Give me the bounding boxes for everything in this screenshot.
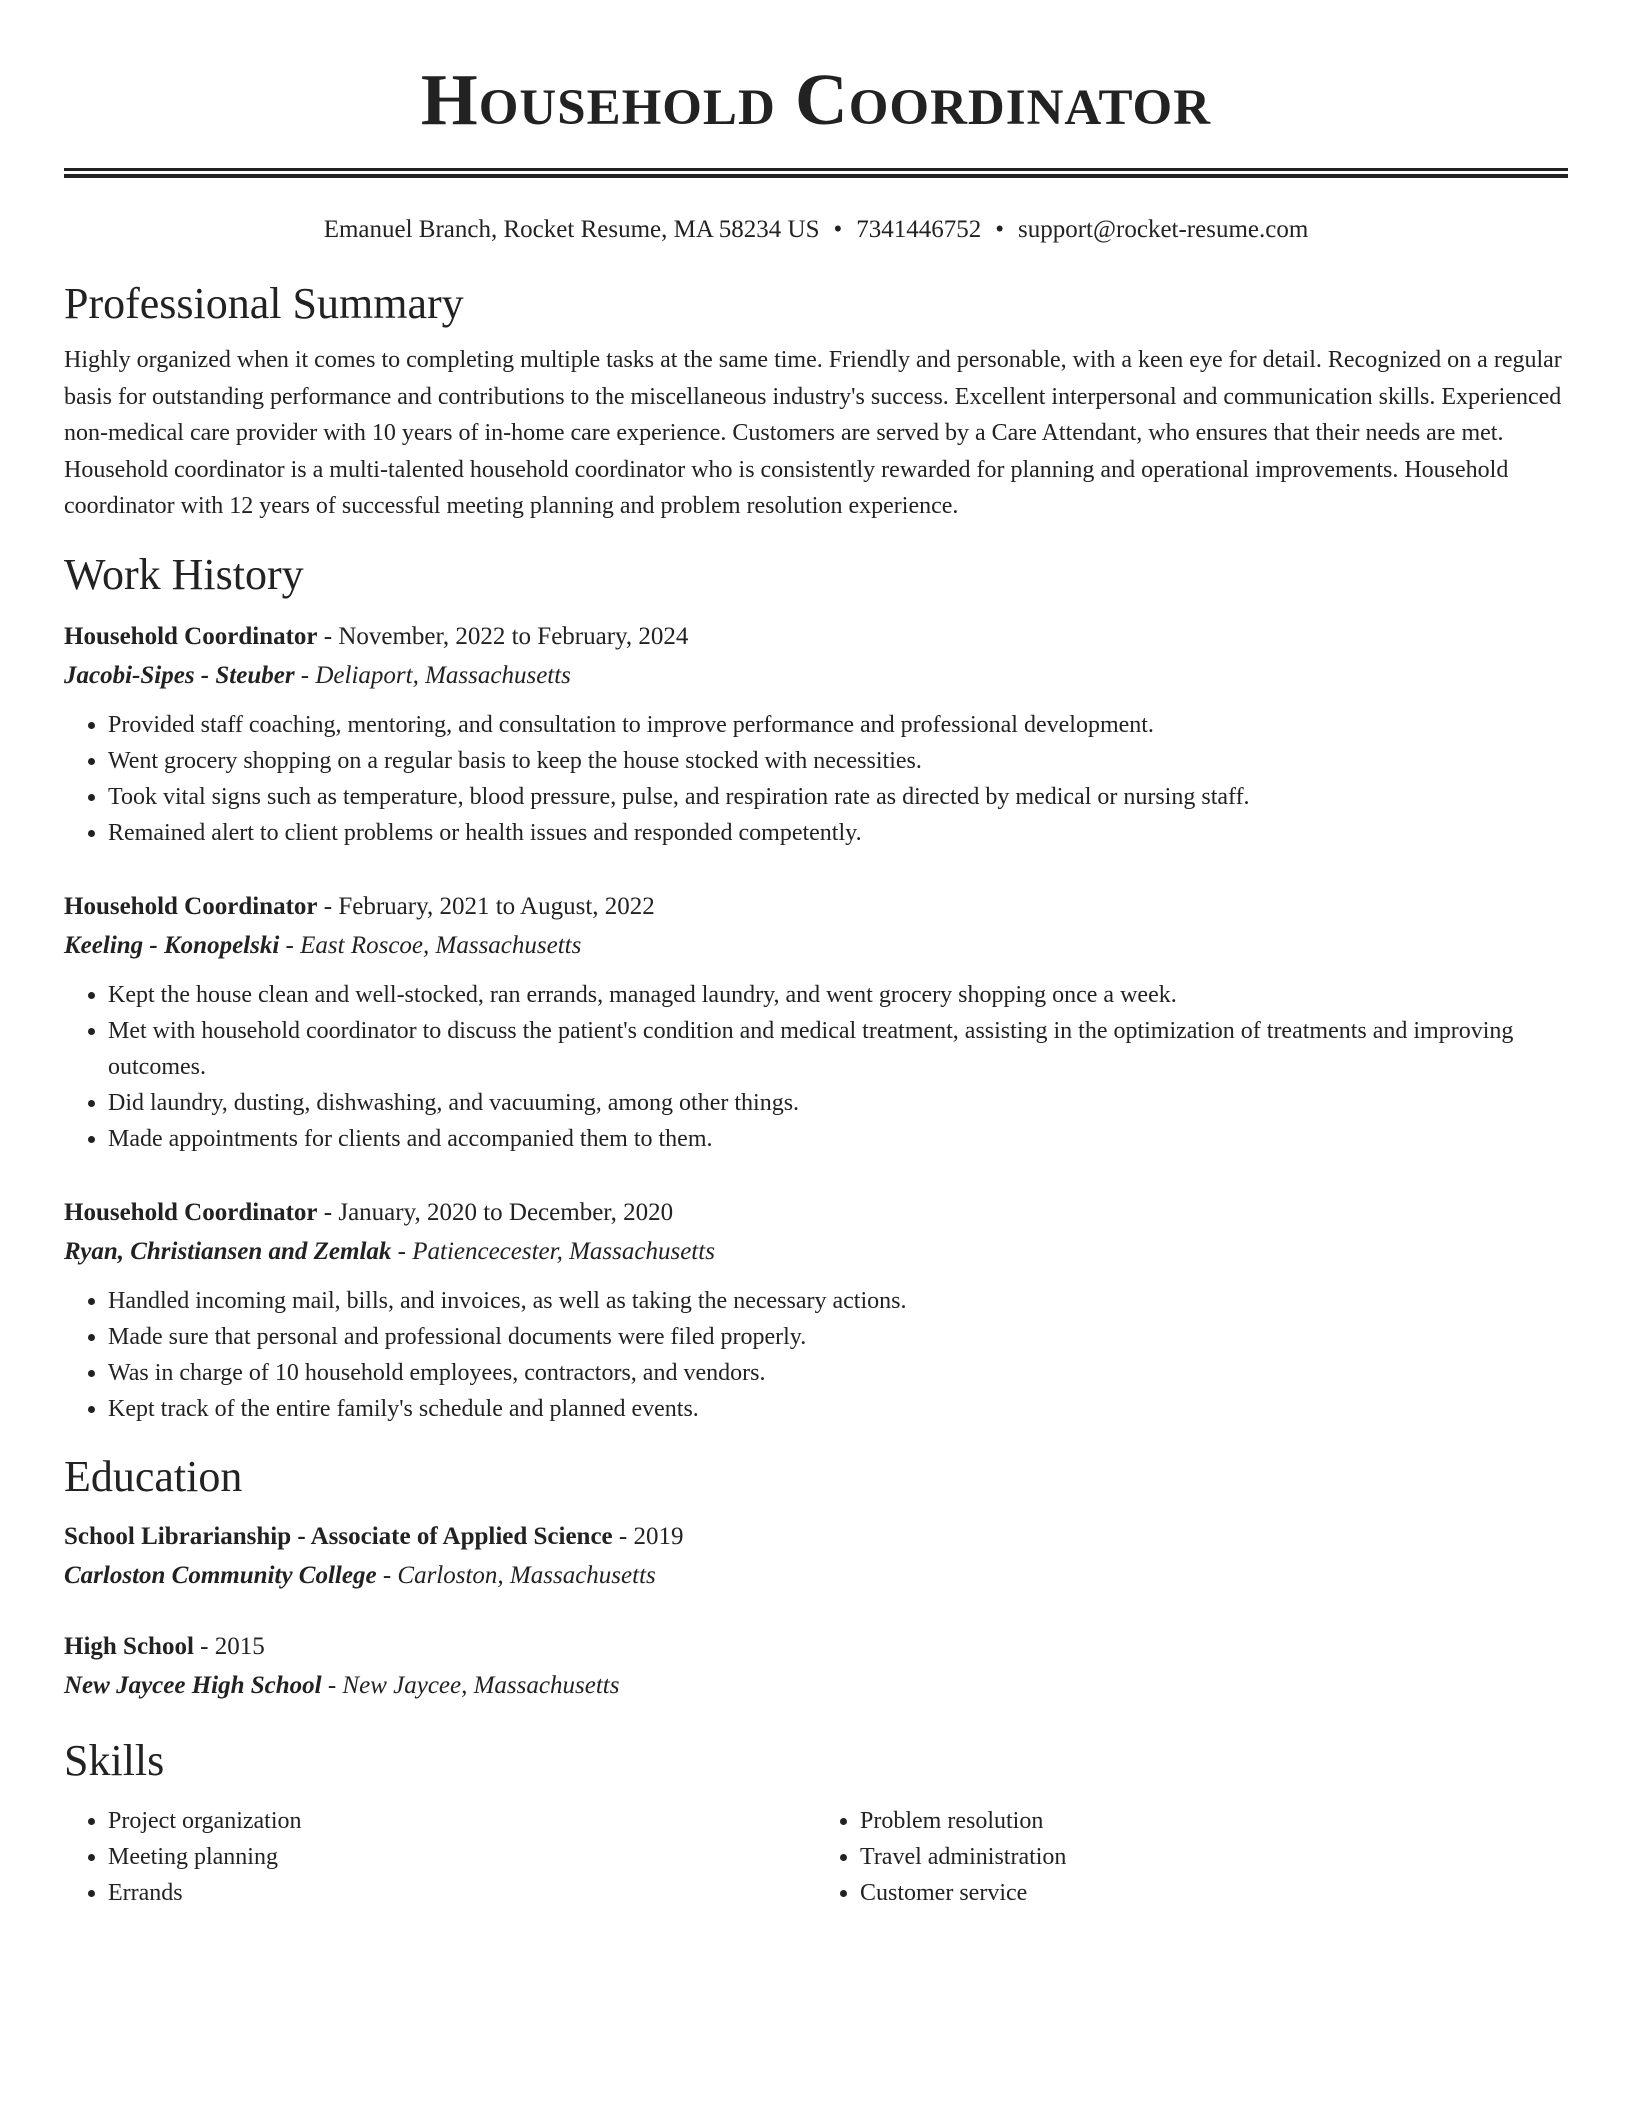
job-entry xyxy=(64,617,1568,851)
list-item: • Did laundry, dusting, dishwashing, and vacuuming, among other things. xyxy=(108,1085,1568,1121)
job-dates: - February, 2021 to August, 2022 xyxy=(317,892,655,920)
skill-item: • Travel administration xyxy=(860,1839,1568,1875)
job-location: - Deliaport, Massachusetts xyxy=(294,661,571,689)
section-title-skills: Skills xyxy=(64,1735,165,1785)
list-item: • Remained alert to client problems or health issues and responded competently. xyxy=(108,815,1568,851)
job-role: Household Coordinator xyxy=(64,622,318,650)
contact-separator: • xyxy=(995,216,1004,243)
job-bullets xyxy=(64,1283,1568,1427)
job-company: Keeling - Konopelski xyxy=(64,931,280,959)
job-location: - Patiencecester, Massachusetts xyxy=(391,1237,715,1265)
job-company: Jacobi-Sipes - Steuber xyxy=(64,661,295,689)
skills-list-right xyxy=(816,1803,1568,1911)
section-title-education: Education xyxy=(64,1451,243,1501)
job-org xyxy=(64,656,1568,695)
list-item: • Handled incoming mail, bills, and invoices, as well as taking the necessary actions. xyxy=(108,1283,1568,1319)
list-item: • Provided staff coaching, mentoring, and consultation to improve performance and professional development. xyxy=(108,707,1568,743)
education-year: - 2015 xyxy=(193,1632,265,1660)
job-dates: - November, 2022 to February, 2024 xyxy=(317,622,689,650)
list-item: • Kept the house clean and well-stocked, ran errands, managed laundry, and went grocery shopping once a week. xyxy=(108,977,1568,1013)
education-header xyxy=(64,1517,1568,1556)
job-header xyxy=(64,1193,1568,1232)
education-header xyxy=(64,1627,1568,1666)
section-title-work-history: Work History xyxy=(64,549,304,599)
resume-title: Household Coordinator xyxy=(420,59,1212,140)
list-item: • Took vital signs such as temperature, blood pressure, pulse, and respiration rate as directed by medical or nursing staff. xyxy=(108,779,1568,815)
skill-item: • Meeting planning xyxy=(108,1839,816,1875)
education-degree: School Librarianship - Associate of Applied Science xyxy=(64,1522,613,1550)
skills-list-left xyxy=(64,1803,816,1911)
job-header xyxy=(64,617,1568,656)
job-role: Household Coordinator xyxy=(64,1198,318,1226)
skill-item: • Errands xyxy=(108,1875,816,1911)
list-item: • Made sure that personal and professional documents were filed properly. xyxy=(108,1319,1568,1355)
job-company: Ryan, Christiansen and Zemlak xyxy=(64,1237,392,1265)
summary-text: Highly organized when it comes to completing multiple tasks at the same time. Friendly and personable, with a keen eye for detail. Recognized on a regular basis for outstanding performance and contributions to the miscellaneous industry's success. Excellent interpersonal and communication skills. Experienced non-medical care provider with 10 years of in-home care experience. Customers are served by a Care Attendant, who ensures that their needs are met. Household coordinator is a multi-talented household coordinator who is consistently rewarded for planning and operational improvements. Household coordinator with 12 years of successful meeting planning and problem resolution experience. xyxy=(64,347,1562,519)
contact-address: Emanuel Branch, Rocket Resume, MA 58234 US xyxy=(323,216,820,243)
skill-item: • Project organization xyxy=(108,1803,816,1839)
list-item: • Kept track of the entire family's schedule and planned events. xyxy=(108,1391,1568,1427)
list-item: • Went grocery shopping on a regular basis to keep the house stocked with necessities. xyxy=(108,743,1568,779)
job-bullets xyxy=(64,707,1568,851)
list-item: • Was in charge of 10 household employees, contractors, and vendors. xyxy=(108,1355,1568,1391)
title-divider xyxy=(64,168,1568,178)
job-org xyxy=(64,926,1568,965)
education-school: New Jaycee High School xyxy=(64,1671,322,1699)
skill-item: • Problem resolution xyxy=(860,1803,1568,1839)
job-bullets xyxy=(64,977,1568,1157)
job-entry xyxy=(64,1193,1568,1427)
education-location: - New Jaycee, Massachusetts xyxy=(321,1671,620,1699)
contact-phone[interactable]: 7341446752 xyxy=(856,216,982,243)
job-entry xyxy=(64,887,1568,1157)
education-org xyxy=(64,1556,1568,1595)
education-org xyxy=(64,1666,1568,1705)
education-school: Carloston Community College xyxy=(64,1561,377,1589)
skill-item: • Customer service xyxy=(860,1875,1568,1911)
job-header xyxy=(64,887,1568,926)
job-org xyxy=(64,1232,1568,1271)
education-location: - Carloston, Massachusetts xyxy=(376,1561,656,1589)
education-entry xyxy=(64,1627,1568,1705)
job-location: - East Roscoe, Massachusetts xyxy=(279,931,582,959)
contact-line xyxy=(64,214,1568,246)
list-item: • Made appointments for clients and accompanied them to them. xyxy=(108,1121,1568,1157)
job-dates: - January, 2020 to December, 2020 xyxy=(317,1198,674,1226)
job-role: Household Coordinator xyxy=(64,892,318,920)
list-item: • Met with household coordinator to discuss the patient's condition and medical treatment, assisting in the optimization of treatments and improving outcomes. xyxy=(108,1013,1568,1085)
education-degree: High School xyxy=(64,1632,194,1660)
section-title-summary: Professional Summary xyxy=(64,279,464,328)
education-entry xyxy=(64,1517,1568,1595)
contact-separator: • xyxy=(833,216,843,243)
skills-grid xyxy=(64,1803,1568,1911)
contact-email[interactable]: support@rocket-resume.com xyxy=(1018,216,1309,243)
education-year: - 2019 xyxy=(612,1522,684,1550)
